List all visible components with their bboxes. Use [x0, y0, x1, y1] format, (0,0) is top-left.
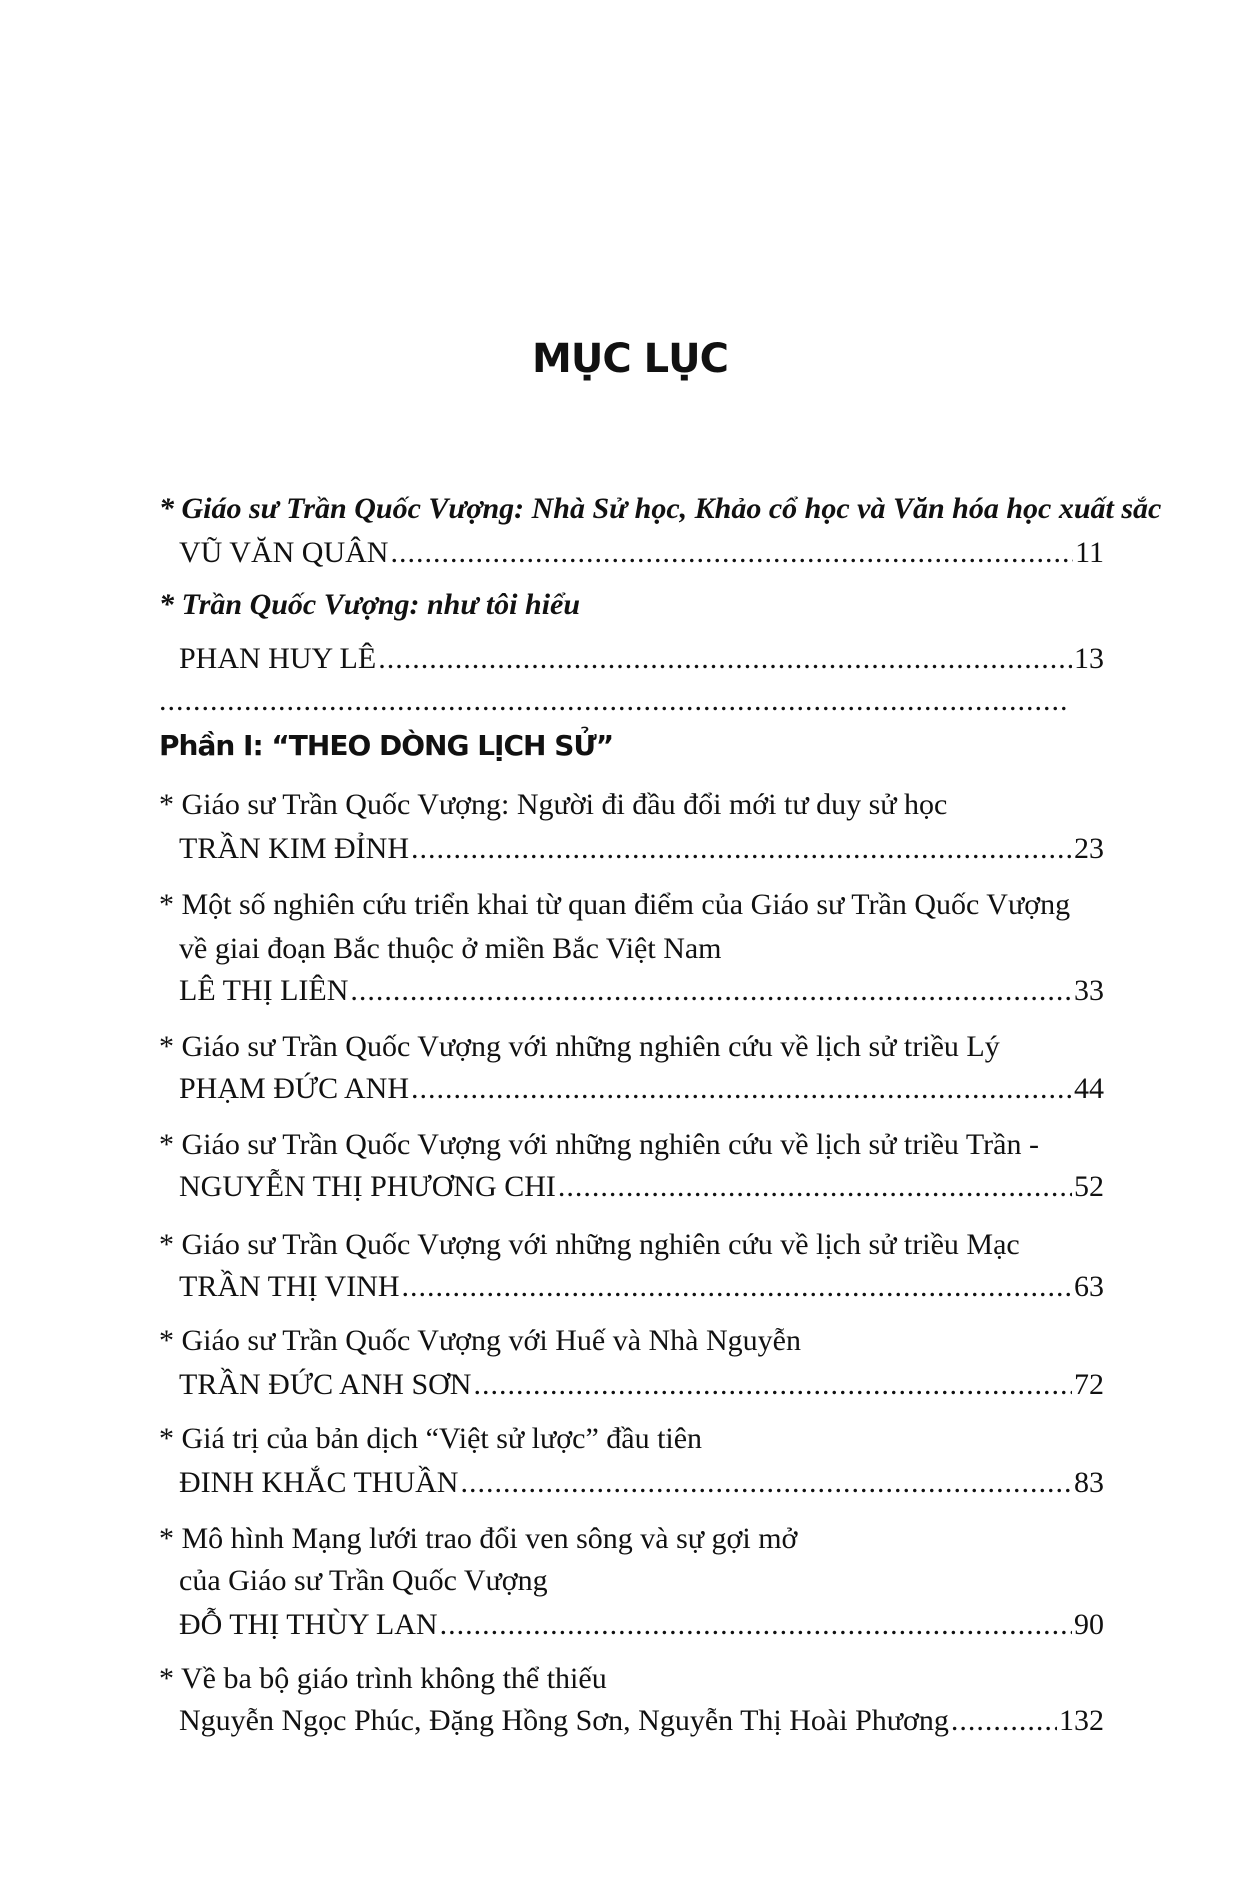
toc-entry-author-line	[179, 534, 1104, 572]
toc-entry-title: * Trần Quốc Vượng: như tôi hiểu	[159, 588, 581, 621]
dot-leader	[411, 830, 1072, 868]
toc-entry-title: * Giáo sư Trần Quốc Vượng với những nghiên cứu về lịch sử triều Lý	[159, 1030, 1000, 1063]
toc-entry-author: TRẦN ĐỨC ANH SƠN	[179, 1368, 472, 1401]
toc-entry-author-line	[179, 972, 1104, 1010]
toc-entry-page: 33	[1074, 974, 1104, 1007]
toc-entry-author: NGUYỄN THỊ PHƯƠNG CHI	[179, 1170, 556, 1203]
toc-entry-title: * Mô hình Mạng lưới trao đổi ven sông và sự gợi mở	[159, 1522, 798, 1555]
dot-leader	[402, 1268, 1072, 1306]
toc-entry-page: 83	[1074, 1466, 1104, 1499]
dot-leader	[460, 1464, 1072, 1502]
toc-entry-page: 13	[1074, 642, 1104, 675]
dot-leader	[951, 1702, 1057, 1740]
toc-entry-author: VŨ VĂN QUÂN	[179, 536, 389, 569]
toc-entry-title: của Giáo sư Trần Quốc Vượng	[179, 1564, 548, 1597]
toc-entry-author-line	[179, 1464, 1104, 1502]
dot-leader	[390, 534, 1073, 572]
toc-entry-author-line	[179, 1268, 1104, 1306]
toc-entry-author: ĐỖ THỊ THÙY LAN	[179, 1608, 438, 1641]
toc-entry-author: LÊ THỊ LIÊN	[179, 974, 349, 1007]
toc-entry-author-line	[179, 1366, 1104, 1404]
toc-entry-author: ĐINH KHẮC THUẦN	[179, 1466, 459, 1499]
toc-entry-title: * Giáo sư Trần Quốc Vượng: Nhà Sử học, Khảo cổ học và Văn hóa học xuất sắc	[159, 492, 1162, 525]
toc-entry-author-line	[179, 830, 1104, 868]
toc-entry-title: * Giáo sư Trần Quốc Vượng với những nghiên cứu về lịch sử triều Mạc	[159, 1228, 1020, 1261]
toc-entry-title: về giai đoạn Bắc thuộc ở miền Bắc Việt Nam	[179, 932, 722, 965]
toc-entry-title: * Giáo sư Trần Quốc Vượng: Người đi đầu đổi mới tư duy sử học	[159, 788, 948, 821]
dot-leader	[350, 972, 1072, 1010]
separator-dots	[159, 682, 1067, 720]
toc-entry-page: 90	[1074, 1608, 1104, 1641]
toc-entry-title: * Về ba bộ giáo trình không thể thiếu	[159, 1662, 607, 1695]
toc-entry-author: PHẠM ĐỨC ANH	[179, 1072, 409, 1105]
toc-entry-page: 63	[1074, 1270, 1104, 1303]
toc-entry-page: 132	[1059, 1704, 1104, 1737]
toc-entry-page: 23	[1074, 832, 1104, 865]
toc-entry-author-line	[179, 1702, 1104, 1740]
toc-entry-page: 44	[1074, 1072, 1104, 1105]
toc-entry-author-line	[179, 640, 1104, 678]
toc-entry-page: 11	[1075, 536, 1104, 569]
toc-entry-author: TRẦN THỊ VINH	[179, 1270, 400, 1303]
part-heading: Phần I: “THEO DÒNG LỊCH SỬ”	[159, 729, 614, 762]
toc-entry-author: TRẦN KIM ĐỈNH	[179, 832, 409, 865]
toc-entry-title: * Giá trị của bản dịch “Việt sử lược” đầu tiên	[159, 1422, 703, 1455]
dot-leader	[378, 640, 1072, 678]
toc-entry-page: 52	[1074, 1170, 1104, 1203]
toc-entry-author-line	[179, 1606, 1104, 1644]
dot-leader	[440, 1606, 1072, 1644]
toc-entry-title: * Một số nghiên cứu triển khai từ quan điểm của Giáo sư Trần Quốc Vượng	[159, 888, 1071, 921]
dot-leader	[411, 1070, 1072, 1108]
toc-entry-author: Nguyễn Ngọc Phúc, Đặng Hồng Sơn, Nguyễn Thị Hoài Phương	[179, 1704, 949, 1737]
toc-entry-title: * Giáo sư Trần Quốc Vượng với những nghiên cứu về lịch sử triều Trần -	[159, 1128, 1039, 1161]
toc-entry-title: * Giáo sư Trần Quốc Vượng với Huế và Nhà Nguyễn	[159, 1324, 801, 1357]
toc-entry-page: 72	[1074, 1368, 1104, 1401]
toc-entry-author-line	[179, 1070, 1104, 1108]
page-title: MỤC LỤC	[532, 336, 728, 382]
toc-entry-author: PHAN HUY LÊ	[179, 642, 377, 675]
dot-leader	[558, 1168, 1072, 1206]
toc-entry-author-line	[179, 1168, 1104, 1206]
dot-leader	[473, 1366, 1072, 1404]
